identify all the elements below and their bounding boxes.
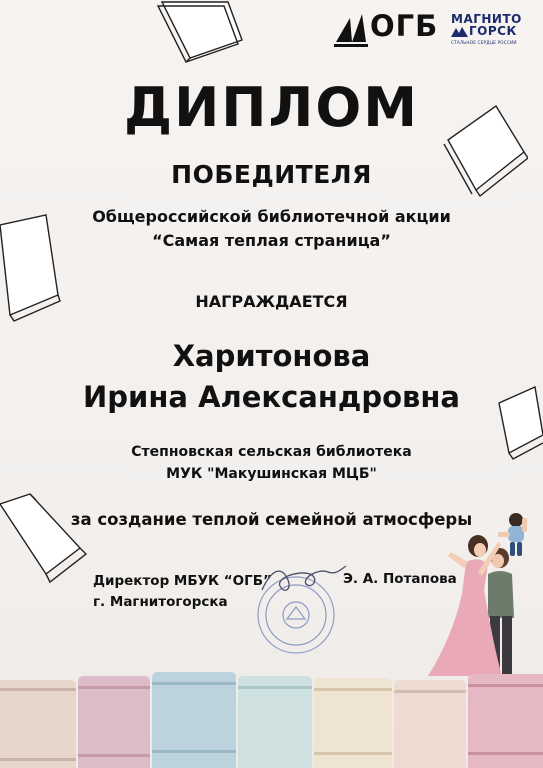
organization-line-1: Степновская сельская библиотека (131, 444, 412, 460)
mountains-logo-icon (451, 26, 468, 37)
handwritten-signature-icon (258, 560, 350, 600)
magnitogorsk-logo-line1: МАГНИТО (451, 12, 522, 26)
recipient-organization (0, 441, 543, 485)
organization-line-2: МУК "Макушинская МЦБ" (166, 466, 377, 482)
signer-position-line-1: Директор МБУК “ОГБ” (93, 573, 272, 589)
recipient-given-names: Ирина Александровна (83, 380, 460, 414)
recipient-name (0, 336, 543, 418)
diploma-title: ДИПЛОМ (124, 76, 419, 139)
books-row-illustration (0, 662, 543, 768)
book-sketch-left-lower (0, 490, 95, 590)
action-name (0, 205, 543, 253)
signer-position (93, 571, 272, 613)
magnitogorsk-logo-line2: ГОРСК (469, 24, 517, 38)
recipient-surname: Харитонова (172, 339, 371, 373)
signer-position-line-2: г. Магнитогорска (93, 594, 228, 610)
book-sketch-top-left (150, 0, 245, 70)
diploma-subtitle: ПОБЕДИТЕЛЯ (171, 160, 372, 189)
ogb-logo-text: ОГБ (370, 9, 439, 43)
signer-name: Э. А. Потапова (343, 571, 457, 587)
magnitogorsk-tagline: СТАЛЬНОЕ СЕРДЦЕ РОССИИ (451, 40, 517, 45)
awarded-label: НАГРАЖДАЕТСЯ (195, 292, 348, 311)
magnitogorsk-logo (451, 13, 531, 45)
action-line-2: “Самая теплая страница” (152, 231, 391, 250)
award-reason: за создание теплой семейной атмосферы (70, 510, 473, 529)
action-line-1: Общероссийской библиотечной акции (92, 207, 451, 226)
